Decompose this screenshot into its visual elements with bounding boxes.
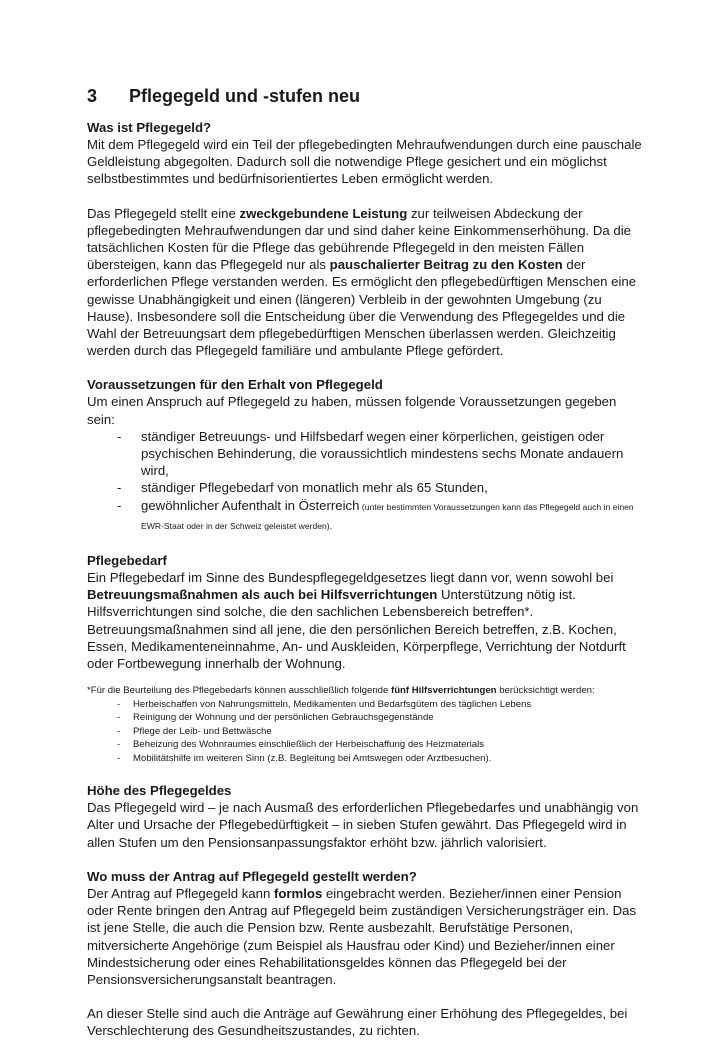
list-item: - ständiger Betreuungs- und Hilfsbedarf wegen einer körperlichen, geistigen oder psychischen Behinderung, die voraussichtlich mindestens sechs Monate andauern wird, <box>87 428 647 480</box>
section-title: Voraussetzungen für den Erhalt von Pflegegeld <box>87 377 383 393</box>
section-title: Höhe des Pflegegeldes <box>87 783 232 799</box>
section-title: Pflegebedarf <box>87 553 167 569</box>
paragraph: An dieser Stelle sind auch die Anträge auf Gewährung einer Erhöhung des Pflegegeldes, bei Verschlechterung des Gesundheitszustandes, zu richten. <box>87 1006 628 1039</box>
emphasis: formlos <box>273 885 323 901</box>
section-hoehe <box>87 782 647 851</box>
paragraph: Der Antrag auf Pflegegeld kann formlos eingebracht werden. Bezieher/innen einer Pension oder Rente bringen den Antrag auf Pflegegeld beim zuständigen Versicherungsträger ein. Das ist jene Stelle, die auch die Pension bzw. Rente ausbezahlt. Berufstätige Personen, mitversicherte Angehörige (zum Beispiel als Hausfrau oder Kind) und Bezieher/innen einer Mindestsicherung oder eines Rehabilitationsgeldes können das Pflegegeld bei der Pensionsversicherungsanstalt beantragen. <box>87 885 637 987</box>
list-item: - gewöhnlicher Aufenthalt in Österreich (unter bestimmten Voraussetzungen kann das Pflegegeld auch in einen EWR-Staat oder in der Schweiz geleistet werden). <box>87 497 647 535</box>
footnote-text: *Für die Beurteilung des Pflegebedarfs können ausschließlich folgende fünf Hilfsverrichtungen berücksichtigt werden: <box>87 685 595 697</box>
list-item: - Beheizung des Wohnraumes einschließlich der Herbeischaffung des Heizmaterials <box>87 738 647 752</box>
emphasis: fünf Hilfsverrichtungen <box>391 685 497 697</box>
chapter-heading <box>87 86 647 107</box>
paragraph: Mit dem Pflegegeld wird ein Teil der pflegebedingten Mehraufwendungen durch eine pauschale Geldleistung abgegolten. Dadurch soll die notwendige Pflege gesichert und ein möglichst selbstbestimmtes und bedürfnisorientiertes Leben ermöglicht werden. <box>87 137 642 187</box>
list-item: - Reinigung der Wohnung und der persönlichen Gebrauchsgegenstände <box>87 711 647 725</box>
paragraph: Das Pflegegeld wird – je nach Ausmaß des erforderlichen Pflegebedarfes und unabhängig von Alter und Ursache der Pflegebedürftigkeit – in sieben Stufen gewährt. Das Pflegegeld wird in allen Stufen um den Pensionsanpassungsfaktor erhöht bzw. jährlich valorisiert. <box>87 800 639 850</box>
chapter-number: 3 <box>87 86 98 106</box>
list-item: - Mobilitätshilfe im weiteren Sinn (z.B. Begleitung bei Amtswegen oder Arztbesuchen). <box>87 752 647 766</box>
emphasis: pauschalierter Beitrag zu den Kosten <box>329 257 563 273</box>
section-voraussetzungen <box>87 376 647 535</box>
list-item: - Pflege der Leib- und Bettwäsche <box>87 725 647 739</box>
section-title: Wo muss der Antrag auf Pflegegeld gestellt werden? <box>87 868 417 884</box>
paragraph: Hilfsverrichtungen sind solche, die den sachlichen Lebensbereich betreffen*. <box>87 604 534 620</box>
section-title: Was ist Pflegegeld? <box>87 120 212 135</box>
list-item: - ständiger Pflegebedarf von monatlich mehr als 65 Stunden, <box>87 479 647 496</box>
requirements-list <box>87 428 647 535</box>
emphasis: Betreuungsmaßnahmen als auch bei Hilfsverrichtungen <box>87 587 438 603</box>
list-item-note: (unter bestimmten Voraussetzungen kann das Pflegegeld auch in einen EWR-Staat oder in der Schweiz geleistet werden). <box>141 501 634 531</box>
paragraph: Betreuungsmaßnahmen sind all jene, die den persönlichen Bereich betreffen, z.B. Kochen, Essen, Medikamenteneinnahme, An- und Auskleiden, Körperpflege, Verrichtung der Notdurft oder Fortbewegung innerhalb der Wohnung. <box>87 621 626 672</box>
paragraph: Ein Pflegebedarf im Sinne des Bundespflegegeldgesetzes liegt dann vor, wenn sowohl bei Betreuungsmaßnahmen als auch bei Hilfsverrichtungen Unterstützung nötig ist. <box>87 570 614 603</box>
section-was-ist-pflegegeld <box>87 119 647 359</box>
list-item: - Herbeischaffen von Nahrungsmitteln, Medikamenten und Bedarfsgütern des täglichen Lebens <box>87 698 647 712</box>
hilfsverrichtungen-list <box>87 698 647 766</box>
section-antrag <box>87 868 647 1040</box>
page-content <box>87 86 647 1057</box>
section-pflegebedarf <box>87 552 647 765</box>
paragraph: Das Pflegegeld stellt eine zweckgebundene Leistung zur teilweisen Abdeckung der pflegebedingten Mehraufwendungen dar und sind daher keine Einkommenserhöhung. Da die tatsächlichen Kosten für die Pflege das gebührende Pflegegeld in den meisten Fällen übersteigen, kann das Pflegegeld nur als pauschalierter Beitrag zu den Kosten der erforderlichen Pflege verstanden werden. Es ermöglicht den pflegebedürftigen Menschen eine gewisse Unabhängigkeit und einen (längeren) Verbleib in der gewohnten Umgebung (zu Hause). Insbesondere soll die Entscheidung über die Verwendung des Pflegegeldes und die Wahl der Betreuungsart dem pflegebedürftigen Menschen überlassen werden. Gleichzeitig werden durch das Pflegegeld familiäre und ambulante Pflege gefördert. <box>87 205 637 359</box>
paragraph: Um einen Anspruch auf Pflegegeld zu haben, müssen folgende Voraussetzungen gegeben sein: <box>87 394 617 427</box>
emphasis: zweckgebundene Leistung <box>239 205 408 221</box>
footnote <box>87 684 647 765</box>
chapter-title: Pflegegeld und -stufen neu <box>129 86 361 106</box>
